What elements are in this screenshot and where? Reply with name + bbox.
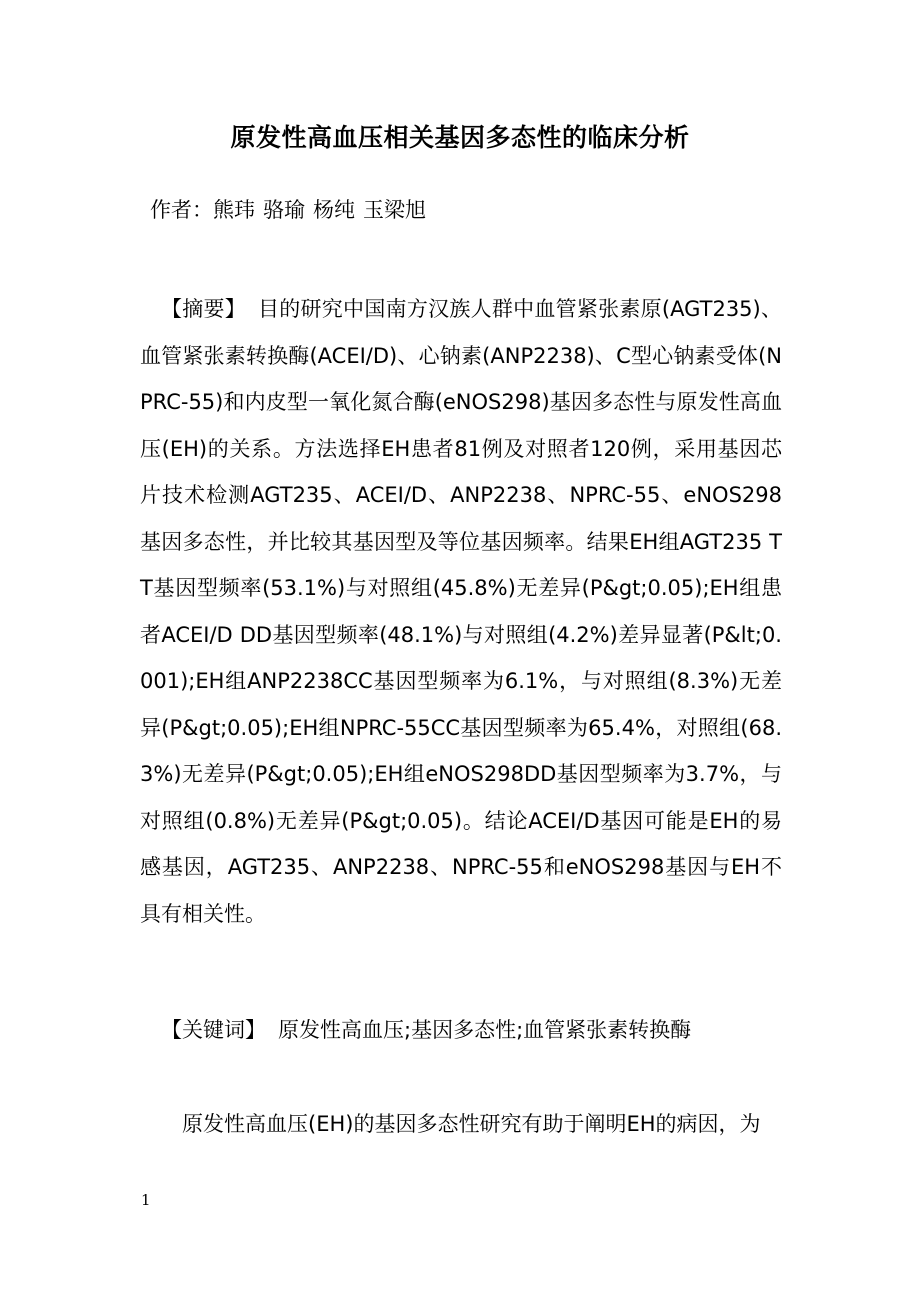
author-name: 玉梁旭: [363, 198, 426, 222]
keywords-label: 【关键词】: [161, 1018, 266, 1042]
abstract-text: 目的研究中国南方汉族人群中血管紧张素原(AGT235)、血管紧张素转换酶(ACEI/D)、心钠素(ANP2238)、C型心钠素受体(NPRC-55)和内皮型一氧化氮合酶(eNOS298)基因多态性与原发性高血压(EH)的关系。方法选择EH患者81例及对照者120例，采用基因芯片技术检测AGT235、ACEI/D、ANP2238、NPRC-55、eNOS298基因多态性，并比较其基因型及等位基因频率。结果EH组AGT235 TT基因型频率(53.1%)与对照组(45.8%)无差异(P&gt;0.05);EH组患者ACEI/D DD基因型频率(48.1%)与对照组(4.2%)差异显著(P&lt;0.001);EH组ANP2238CC基因型频率为6.1%，与对照组(8.3%)无差异(P&gt;0.05);EH组NPRC-55CC基因型频率为65.4%，对照组(68.3%)无差异(P&gt;0.05);EH组eNOS298DD基因型频率为3.7%，与对照组(0.8%)无差异(P&gt;0.05)。结论ACEI/D基因可能是EH的易感基因，AGT235、ANP2238、NPRC-55和eNOS298基因与EH不具有相关性。: [140, 297, 782, 926]
author-name: 熊玮: [213, 198, 255, 222]
abstract-label: 【摘要】: [161, 297, 247, 321]
document-title: 原发性高血压相关基因多态性的临床分析: [230, 123, 690, 152]
author-name: 杨纯: [313, 198, 355, 222]
author-line: [150, 190, 434, 230]
keywords-text: 原发性高血压;基因多态性;血管紧张素转换酶: [278, 1018, 692, 1042]
intro-paragraph: 原发性高血压(EH)的基因多态性研究有助于阐明EH的病因，为: [182, 1112, 761, 1136]
author-name: 骆瑜: [263, 198, 305, 222]
page-number: 1: [141, 1191, 151, 1209]
authors-label: 作者：: [150, 198, 213, 222]
abstract-paragraph: [140, 286, 782, 937]
keywords-paragraph: [161, 1007, 781, 1053]
